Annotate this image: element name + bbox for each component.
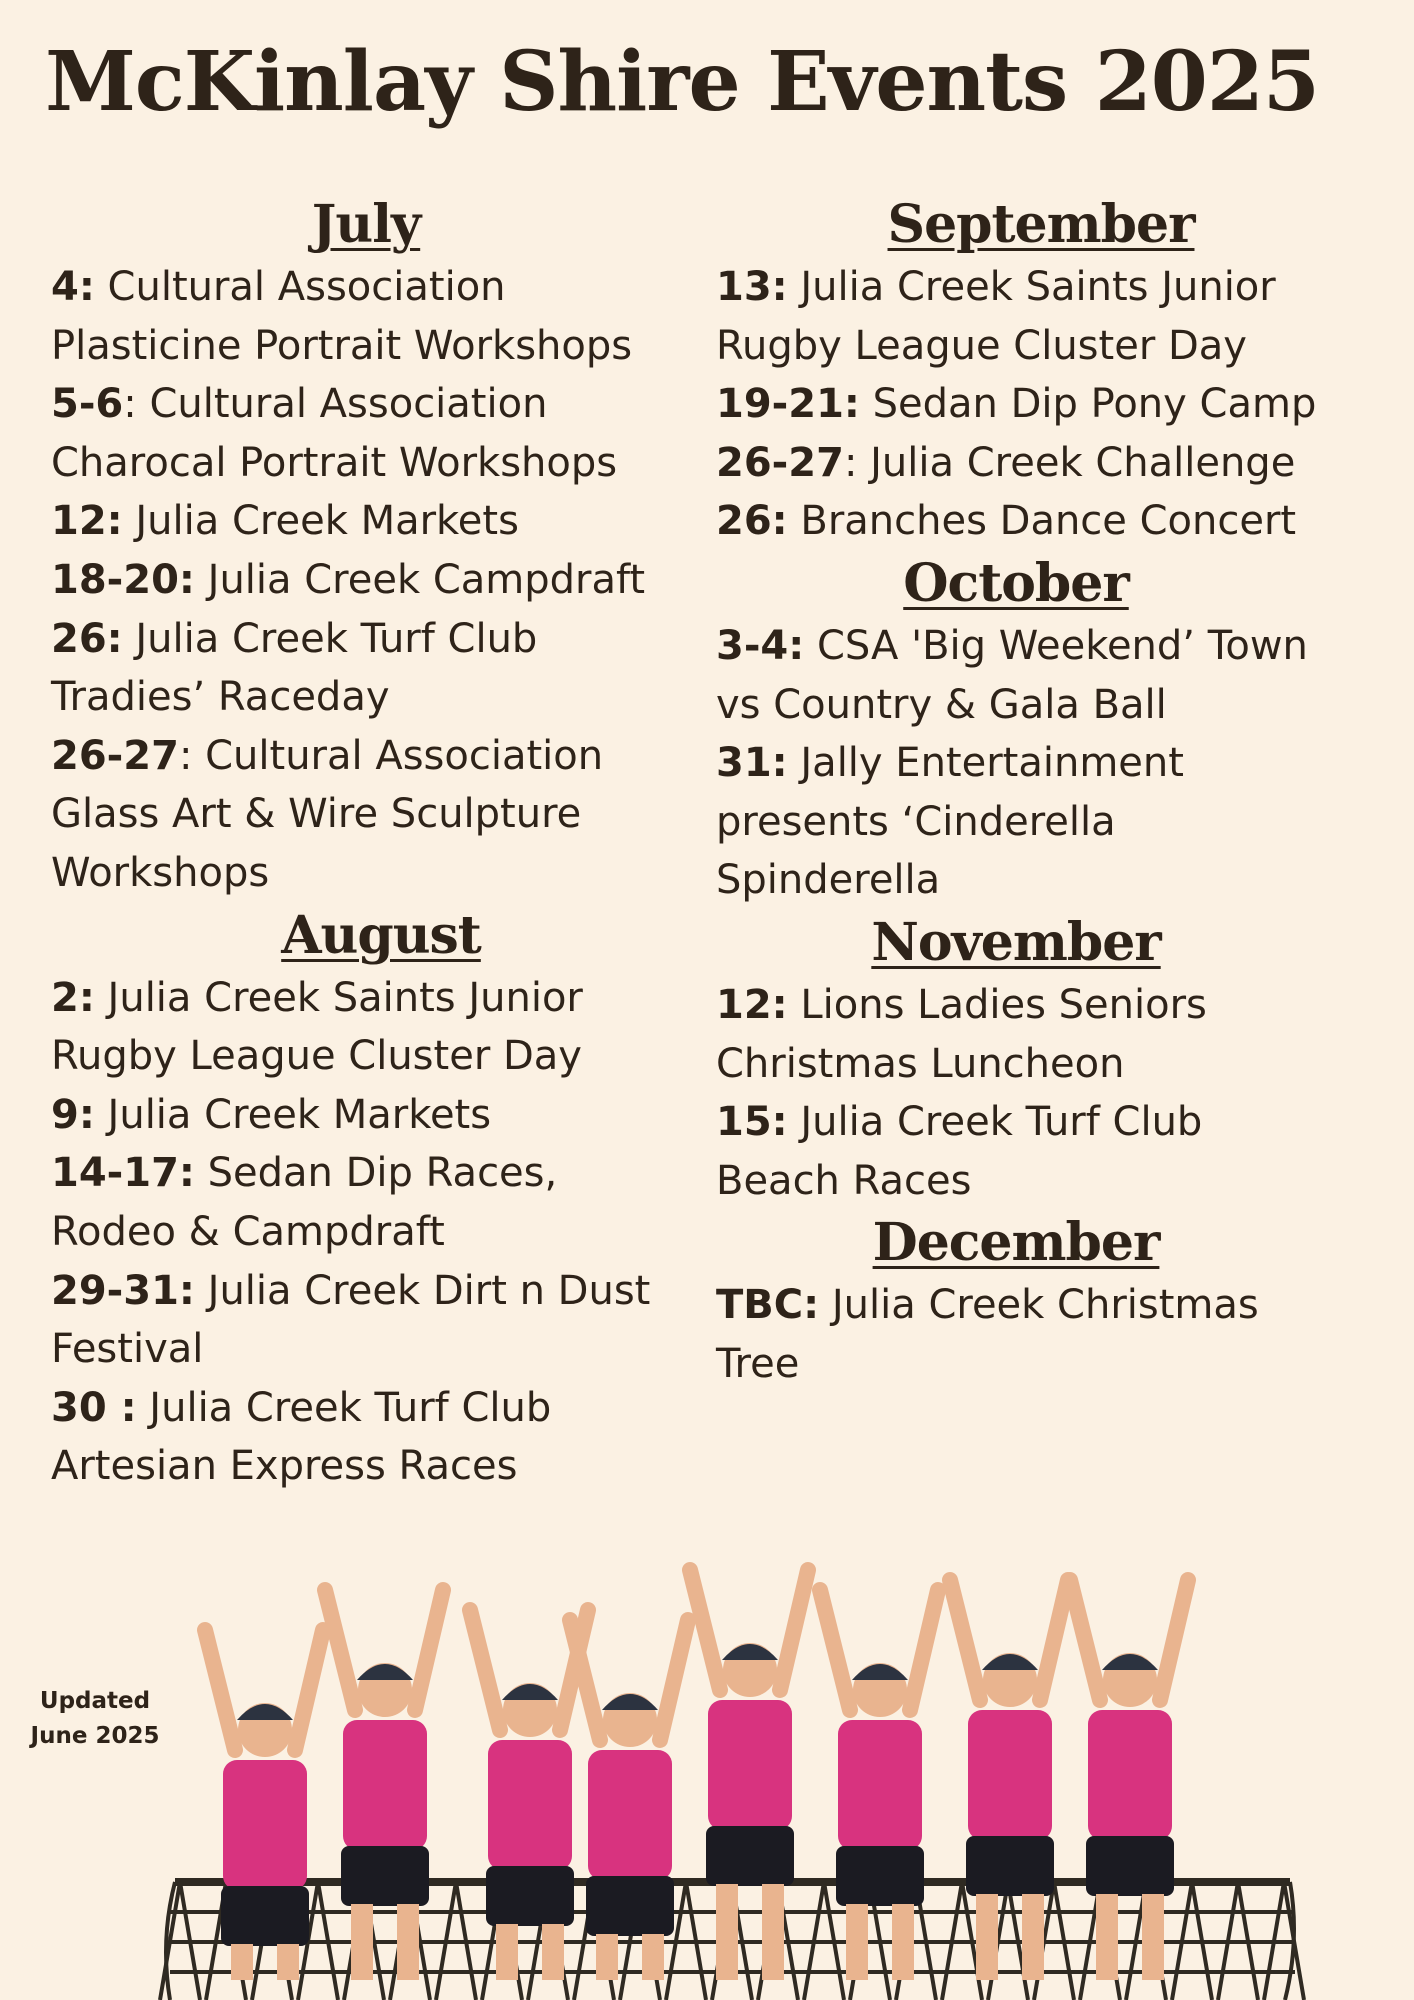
month-heading-august: August: [281, 904, 481, 966]
event-item: [51, 610, 611, 727]
event-date: 18-20:: [51, 556, 195, 603]
event-date: 26-27: [51, 732, 179, 779]
event-text: Cultural Association Plasticine Portrait Workshops: [51, 264, 633, 369]
event-date: 19-21:: [716, 381, 860, 428]
person-figure: [470, 1610, 588, 1980]
person-figure: [820, 1590, 938, 1980]
event-date: 4:: [51, 264, 95, 310]
event-date: 30 :: [51, 1384, 137, 1431]
event-date: 26-27: [716, 439, 844, 486]
event-item: [51, 492, 691, 551]
event-text: Julia Creek Saints Junior Rugby League Cluster Day: [716, 264, 1276, 369]
month-section-october: [716, 551, 1366, 910]
event-item: [51, 1144, 681, 1261]
month-section-november: [716, 910, 1366, 1210]
event-date: 26:: [51, 615, 123, 662]
month-heading-december: December: [872, 1212, 1160, 1274]
event-text: Julia Creek Markets: [122, 498, 519, 545]
event-item: [716, 734, 1236, 910]
event-text: Julia Creek Christmas Tree: [716, 1282, 1259, 1387]
event-text: : Cultural Association Glass Art & Wire Sculpture Workshops: [51, 732, 604, 896]
event-date: TBC:: [716, 1282, 820, 1329]
month-heading-september: September: [887, 194, 1195, 255]
person-figure: [205, 1630, 323, 1980]
event-date: 31:: [716, 740, 788, 787]
event-text: Branches Dance Concert: [787, 498, 1297, 545]
people-group: [205, 1570, 1188, 1980]
event-list-august: [51, 969, 691, 1496]
event-text: Julia Creek Dirt n Dust Festival: [51, 1267, 651, 1373]
event-text: : Cultural Association Charocal Portrait Workshops: [51, 381, 618, 486]
event-date: 15:: [716, 1099, 788, 1146]
month-heading-july: July: [311, 194, 421, 255]
month-section-july: [51, 192, 691, 903]
event-date: 3-4:: [716, 622, 805, 669]
event-date: 12:: [716, 981, 788, 1028]
event-date: 12:: [51, 498, 123, 545]
updated-label: Updated: [39, 1688, 151, 1714]
event-date: 26:: [716, 498, 788, 545]
left-column: [51, 192, 691, 1496]
event-text: Julia Creek Turf Club Tradies’ Raceday: [51, 615, 538, 721]
event-item: [51, 1379, 611, 1496]
event-text: : Julia Creek Challenge: [843, 439, 1296, 486]
event-item: [716, 492, 1366, 551]
event-item: [716, 976, 1256, 1093]
event-item: [51, 375, 671, 492]
event-item: [716, 1093, 1256, 1210]
event-item: [716, 258, 1316, 375]
person-figure: [1070, 1580, 1188, 1980]
event-date: 5-6: [51, 381, 124, 428]
event-date: 2:: [51, 974, 95, 1021]
event-text: Julia Creek Markets: [94, 1091, 492, 1138]
festival-photo: [0, 1520, 1414, 2000]
event-item: [51, 1086, 691, 1145]
person-figure: [690, 1570, 808, 1980]
event-item: [51, 1262, 671, 1379]
event-item: [51, 969, 651, 1086]
updated-date: June 2025: [30, 1723, 160, 1749]
page-title: McKinlay Shire Events 2025: [45, 34, 1319, 130]
event-text: Julia Creek Turf Club Artesian Express Races: [51, 1384, 552, 1490]
event-list-october: [716, 617, 1366, 910]
event-item: [716, 375, 1366, 434]
event-text: Julia Creek Campdraft: [194, 556, 646, 603]
event-text: Lions Ladies Seniors Christmas Luncheon: [716, 981, 1207, 1087]
event-item: [716, 434, 1366, 493]
event-list-november: [716, 976, 1366, 1210]
person-figure: [570, 1620, 688, 1980]
person-figure: [325, 1590, 443, 1980]
event-list-july: [51, 258, 691, 903]
event-list-december: [716, 1276, 1366, 1393]
event-text: Sedan Dip Pony Camp: [859, 381, 1317, 428]
event-text: CSA 'Big Weekend’ Town vs Country & Gala Ball: [716, 622, 1308, 728]
right-column: [716, 192, 1366, 1394]
event-item: [716, 617, 1326, 734]
event-date: 14-17:: [51, 1150, 195, 1197]
event-item: [716, 1276, 1276, 1393]
event-text: Sedan Dip Races, Rodeo & Campdraft: [51, 1150, 558, 1255]
event-list-september: [716, 258, 1366, 551]
event-item: [51, 258, 671, 375]
month-heading-november: November: [871, 911, 1161, 973]
event-item: [51, 551, 691, 610]
event-text: Jally Entertainment presents ‘Cinderella Spinderella: [716, 740, 1184, 904]
month-heading-october: October: [903, 552, 1129, 614]
month-section-december: [716, 1210, 1366, 1393]
event-date: 29-31:: [51, 1267, 195, 1314]
event-text: Julia Creek Saints Junior Rugby League Cluster Day: [51, 974, 583, 1080]
event-date: 13:: [716, 264, 788, 310]
month-section-september: [716, 192, 1366, 551]
event-item: [51, 727, 631, 903]
month-section-august: [51, 903, 691, 1496]
event-text: Julia Creek Turf Club Beach Races: [716, 1099, 1203, 1204]
event-date: 9:: [51, 1091, 95, 1138]
